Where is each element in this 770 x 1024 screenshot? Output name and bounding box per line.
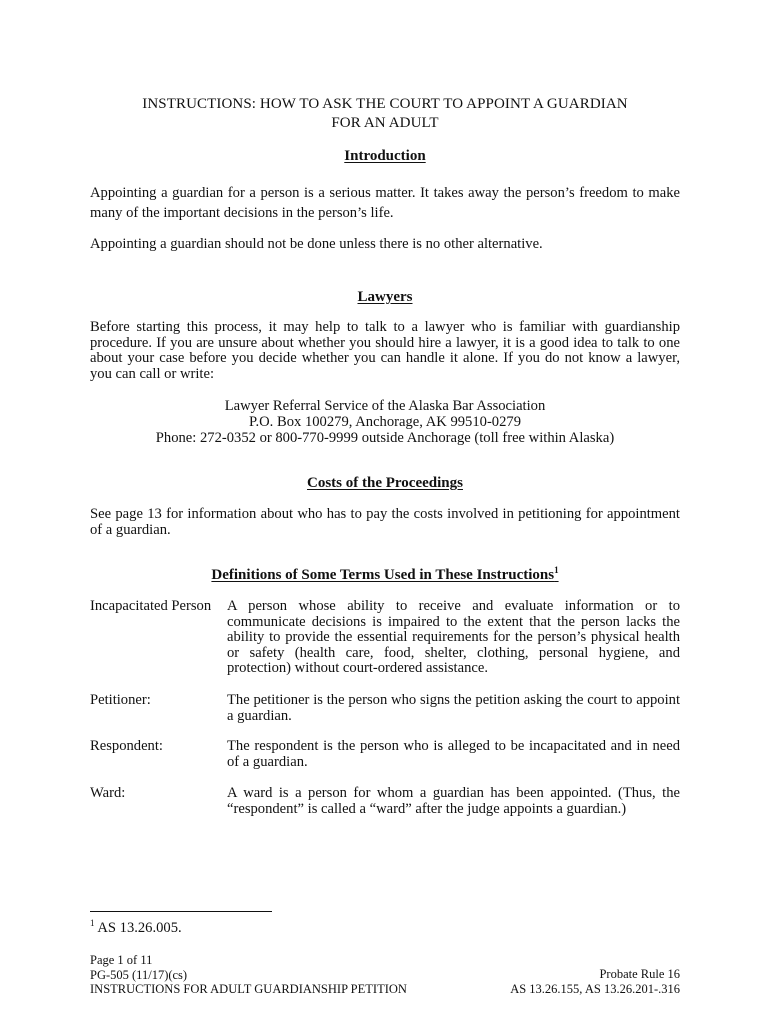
introduction-paragraph-1: Appointing a guardian for a person is a serious matter. It takes away the person’s freedom to make many of the important decisions in the person’s life. <box>90 185 680 221</box>
footer-form-title: INSTRUCTIONS FOR ADULT GUARDIANSHIP PETITION <box>90 982 407 996</box>
title-line-2: FOR AN ADULT <box>331 115 439 131</box>
definition-text-ward: A ward is a person for whom a guardian has been appointed. (Thus, the “respondent” is called a “ward” after the judge appoints a guardian.) <box>227 785 680 817</box>
definition-text-petitioner: The petitioner is the person who signs the petition asking the court to appoint a guardian. <box>227 692 680 724</box>
footer-statutes: AS 13.26.155, AS 13.26.201-.316 <box>510 981 680 996</box>
definition-text-incapacitated-person: A person whose ability to receive and evaluate information or to communicate decisions is impaired to the extent that the person lacks the ability to provide the essential requirements for the person’s physical health or safety (health care, food, shelter, clothing, personal hygiene, and protection) without court-ordered assistance. <box>227 598 680 676</box>
definition-term-incapacitated-person: Incapacitated Person <box>90 598 212 614</box>
lawyer-referral-address <box>90 398 680 446</box>
footnote-separator <box>90 911 272 912</box>
footnote-text: AS 13.26.005. <box>94 920 182 936</box>
costs-paragraph: See page 13 for information about who has to pay the costs involved in petitioning for appointment of a guardian. <box>90 506 680 538</box>
address-line-3: Phone: 272-0352 or 800-770-9999 outside Anchorage (toll free within Alaska) <box>155 430 615 446</box>
costs-heading: Costs of the Proceedings <box>307 475 463 491</box>
definition-term-petitioner: Petitioner: <box>90 692 151 708</box>
document-title <box>90 95 680 133</box>
footnote <box>90 920 182 936</box>
footer-form-number: PG-505 (11/17)(cs) <box>90 967 188 982</box>
definition-term-respondent: Respondent: <box>90 738 163 754</box>
address-line-2: P.O. Box 100279, Anchorage, AK 99510-0279 <box>249 414 521 430</box>
footer-right <box>510 967 680 996</box>
lawyers-heading: Lawyers <box>357 289 413 305</box>
definitions-heading-text: Definitions of Some Terms Used in These Instructions <box>211 567 555 583</box>
introduction-paragraph-2: Appointing a guardian should not be done unless there is no other alternative. <box>90 236 543 252</box>
footer-left <box>90 953 407 997</box>
introduction-heading: Introduction <box>344 148 426 164</box>
lawyers-paragraph: Before starting this process, it may help to talk to a lawyer who is familiar with guardianship procedure. If you are unsure about whether you should hire a lawyer, it is a good idea to talk to one about your case before you decide whether you can handle it alone. If you do not know a lawyer, you can call or write: <box>90 319 680 382</box>
definition-text-respondent: The respondent is the person who is alleged to be incapacitated and in need of a guardian. <box>227 738 680 770</box>
definition-term-ward: Ward: <box>90 785 126 801</box>
definitions-footnote-mark: 1 <box>554 565 559 575</box>
footer-probate-rule: Probate Rule 16 <box>599 967 680 981</box>
definitions-heading <box>90 567 680 584</box>
footer-page-number: Page 1 of 11 <box>90 953 153 967</box>
footnote-mark: 1 <box>90 918 95 929</box>
address-line-1: Lawyer Referral Service of the Alaska Bar Association <box>224 398 546 414</box>
title-line-1: INSTRUCTIONS: HOW TO ASK THE COURT TO APPOINT A GUARDIAN <box>142 96 628 112</box>
